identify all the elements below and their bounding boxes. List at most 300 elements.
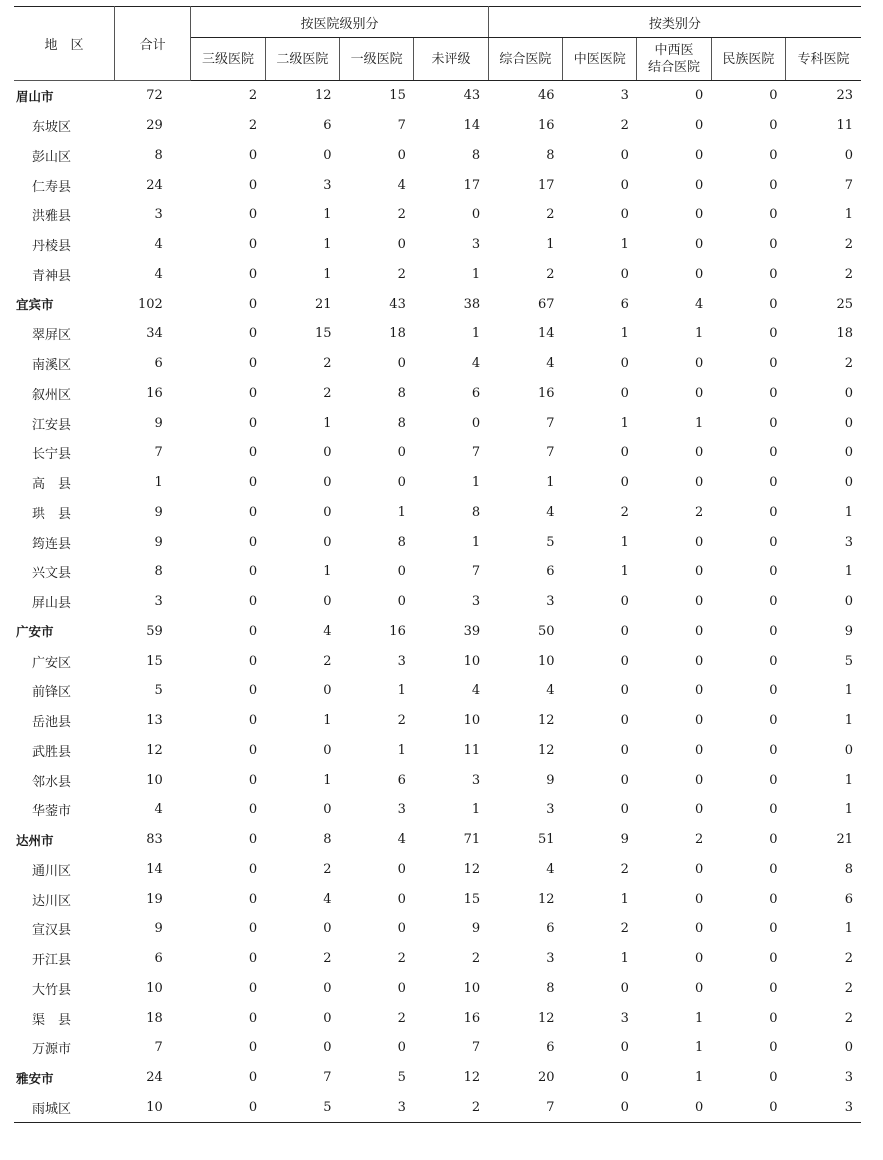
total-cell: 8 [154,564,163,580]
value-cell: 5 [265,1093,339,1123]
total-cell: 4 [154,266,163,282]
value-cell: 2 [323,356,332,372]
total-cell: 6 [154,951,163,967]
value-cell: 9 [844,623,853,639]
value-cell: 4 [397,832,406,848]
value-cell: 0 [769,475,778,491]
value-cell: 15 [314,326,332,342]
value-cell: 0 [323,683,332,699]
value-cell: 1 [397,683,406,699]
county-row [14,884,861,914]
value-cell: 0 [248,921,258,937]
value-cell: 1 [694,326,704,342]
value-cell: 1 [620,415,629,431]
county-row [14,1033,861,1063]
value-cell: 7 [471,1040,481,1056]
total-cell: 18 [146,1010,163,1026]
value-cell: 4 [546,861,555,877]
value-cell: 0 [844,594,853,610]
value-cell: 0 [694,802,704,818]
value-cell: 2 [620,118,629,134]
total-cell: 1 [154,475,163,491]
county-row [14,379,861,409]
value-cell: 0 [769,772,778,788]
value-cell: 0 [694,266,704,282]
value-cell: 1 [844,772,853,788]
city-row [14,1063,861,1093]
value-cell: 0 [694,385,704,401]
total-cell: 9 [154,534,163,550]
value-cell: 1 [620,951,629,967]
value-cell: 8 [546,980,555,996]
value-cell: 0 [248,504,258,520]
table-body [14,81,861,1123]
region-name: 东坡区 [32,120,72,136]
value-cell: 4 [323,623,332,639]
value-cell: 0 [248,891,258,907]
region-name: 大竹县 [32,982,72,998]
value-cell: 3 [786,1093,861,1123]
value-cell: 6 [323,118,332,134]
value-cell: 4 [471,356,481,372]
value-cell: 1 [694,1040,704,1056]
total-cell: 72 [146,88,163,104]
value-cell: 1 [844,504,853,520]
value-cell: 0 [694,118,704,134]
total-cell: 7 [154,1040,163,1056]
region-name: 武胜县 [32,744,72,760]
city-row [14,617,861,647]
total-cell: 34 [146,326,163,342]
total-cell: 83 [146,832,163,848]
region-name: 珙 县 [32,506,72,522]
value-cell: 3 [844,1070,853,1086]
value-cell: 0 [248,415,258,431]
value-cell: 9 [620,832,629,848]
header-by-level: 按医院级别分 [191,7,488,38]
value-cell: 16 [389,623,406,639]
value-cell: 0 [620,713,629,729]
value-cell: 1 [471,326,481,342]
value-cell: 21 [314,296,332,312]
county-row [14,170,861,200]
value-cell: 0 [248,980,258,996]
value-cell: 0 [248,1040,258,1056]
value-cell: 0 [397,921,406,937]
value-cell: 0 [769,802,778,818]
region-name: 前锋区 [32,685,72,701]
value-cell: 0 [694,861,704,877]
value-cell: 3 [546,802,555,818]
value-cell: 0 [844,147,853,163]
value-cell: 0 [694,683,704,699]
value-cell: 0 [769,147,778,163]
value-cell: 3 [620,1010,629,1026]
value-cell: 1 [323,564,332,580]
value-cell: 2 [620,861,629,877]
total-cell: 10 [146,980,163,996]
hospital-statistics-table [14,6,861,1123]
value-cell: 1 [471,266,481,282]
value-cell: 8 [471,504,481,520]
value-cell: 10 [538,653,555,669]
value-cell: 0 [769,118,778,134]
value-cell: 2 [397,713,406,729]
value-cell: 0 [769,742,778,758]
value-cell: 0 [471,207,481,223]
value-cell: 8 [397,534,406,550]
value-cell: 1 [844,564,853,580]
value-cell: 39 [463,623,481,639]
value-cell: 0 [769,356,778,372]
value-cell: 0 [323,1040,332,1056]
value-cell: 1 [844,207,853,223]
value-cell: 12 [538,1010,555,1026]
value-cell: 0 [323,147,332,163]
value-cell: 6 [397,772,406,788]
region-name: 达川区 [32,893,72,909]
total-cell: 24 [146,1070,163,1086]
value-cell: 11 [463,742,481,758]
value-cell: 2 [546,266,555,282]
value-cell: 0 [248,207,258,223]
value-cell: 0 [248,445,258,461]
value-cell: 6 [844,891,853,907]
value-cell: 6 [546,921,555,937]
region-name: 华蓥市 [32,804,72,820]
value-cell: 0 [248,742,258,758]
value-cell: 1 [694,415,704,431]
total-cell: 7 [154,445,163,461]
value-cell: 1 [323,713,332,729]
value-cell: 0 [620,266,629,282]
value-cell: 0 [769,861,778,877]
header-type-specialty: 专科医院 [786,38,861,81]
value-cell: 0 [769,594,778,610]
value-cell: 0 [769,623,778,639]
county-row [14,706,861,736]
total-cell: 8 [154,147,163,163]
value-cell: 2 [397,1010,406,1026]
value-cell: 0 [694,772,704,788]
county-row [14,646,861,676]
county-row [14,200,861,230]
total-cell: 5 [154,683,163,699]
value-cell: 0 [844,445,853,461]
value-cell: 1 [471,475,481,491]
value-cell: 2 [248,118,258,134]
county-row [14,587,861,617]
value-cell: 0 [769,445,778,461]
value-cell: 0 [769,713,778,729]
table-header [14,7,861,81]
value-cell: 14 [463,118,481,134]
value-cell: 0 [323,980,332,996]
value-cell: 0 [620,742,629,758]
value-cell: 0 [620,980,629,996]
value-cell: 0 [694,891,704,907]
city-row [14,289,861,319]
value-cell: 15 [389,88,406,104]
value-cell: 0 [620,772,629,788]
value-cell: 0 [844,415,853,431]
value-cell: 4 [323,891,332,907]
region-name: 达州市 [16,832,54,848]
total-cell: 4 [154,237,163,253]
value-cell: 0 [323,742,332,758]
total-cell: 12 [146,742,163,758]
value-cell: 6 [471,385,481,401]
value-cell: 15 [463,891,481,907]
value-cell: 0 [637,1093,711,1123]
county-row [14,230,861,260]
county-row [14,855,861,885]
value-cell: 3 [471,772,481,788]
header-type-tcm: 中医医院 [563,38,637,81]
region-name: 万源市 [32,1042,72,1058]
value-cell: 0 [323,445,332,461]
county-row [14,676,861,706]
value-cell: 8 [844,861,853,877]
county-row [14,141,861,171]
total-cell: 4 [154,802,163,818]
value-cell: 0 [769,951,778,967]
value-cell: 0 [248,802,258,818]
value-cell: 1 [620,237,629,253]
value-cell: 71 [463,832,481,848]
value-cell: 1 [620,326,629,342]
value-cell: 1 [323,207,332,223]
total-cell: 9 [154,415,163,431]
value-cell: 0 [769,266,778,282]
value-cell: 0 [397,980,406,996]
value-cell: 0 [694,564,704,580]
region-name: 丹棱县 [32,239,72,255]
value-cell: 2 [844,266,853,282]
region-name: 筠连县 [32,536,72,552]
value-cell: 1 [694,1070,704,1086]
value-cell: 16 [538,118,555,134]
value-cell: 0 [248,832,258,848]
total-cell: 29 [146,118,163,134]
value-cell: 1 [471,802,481,818]
value-cell: 0 [769,980,778,996]
region-name: 雨城区 [14,1093,114,1123]
value-cell: 0 [620,1040,629,1056]
value-cell: 0 [769,832,778,848]
value-cell: 1 [323,772,332,788]
region-name: 邻水县 [32,774,72,790]
value-cell: 2 [620,921,629,937]
total-cell: 16 [146,385,163,401]
value-cell: 0 [694,237,704,253]
value-cell: 2 [414,1093,488,1123]
value-cell: 18 [836,326,853,342]
total-cell: 3 [154,207,163,223]
value-cell: 2 [844,951,853,967]
value-cell: 0 [397,147,406,163]
value-cell: 10 [463,713,481,729]
value-cell: 0 [248,296,258,312]
value-cell: 5 [397,1070,406,1086]
value-cell: 1 [844,921,853,937]
value-cell: 4 [546,504,555,520]
value-cell: 2 [397,207,406,223]
value-cell: 1 [620,564,629,580]
value-cell: 0 [769,207,778,223]
value-cell: 1 [844,683,853,699]
value-cell: 11 [836,118,853,134]
value-cell: 1 [546,475,555,491]
value-cell: 12 [538,742,555,758]
region-name: 江安县 [32,417,72,433]
header-type-integrated [637,38,711,81]
value-cell: 0 [248,713,258,729]
region-name: 南溪区 [32,358,72,374]
value-cell: 0 [769,921,778,937]
value-cell: 0 [694,475,704,491]
value-cell: 0 [620,683,629,699]
value-cell: 3 [397,802,406,818]
value-cell: 0 [248,623,258,639]
value-cell: 3 [471,594,481,610]
value-cell: 3 [471,237,481,253]
county-row [14,1003,861,1033]
value-cell: 0 [769,88,778,104]
value-cell: 0 [248,356,258,372]
value-cell: 3 [844,534,853,550]
value-cell: 6 [546,564,555,580]
total-cell: 6 [154,356,163,372]
value-cell: 1 [694,1010,704,1026]
value-cell: 0 [323,802,332,818]
county-row [14,408,861,438]
value-cell: 6 [546,1040,555,1056]
value-cell: 0 [769,1070,778,1086]
value-cell: 16 [538,385,555,401]
value-cell: 43 [389,296,406,312]
value-cell: 8 [397,385,406,401]
header-type-integrated-line1: 中西医 [654,43,694,58]
region-name: 叙州区 [32,387,72,403]
value-cell: 21 [836,832,853,848]
value-cell: 0 [769,683,778,699]
value-cell: 0 [694,921,704,937]
value-cell: 4 [546,356,555,372]
header-total: 合计 [114,7,190,81]
value-cell: 9 [546,772,555,788]
county-row [14,468,861,498]
value-cell: 2 [323,861,332,877]
value-cell: 0 [769,653,778,669]
value-cell: 2 [694,832,704,848]
value-cell: 6 [620,296,629,312]
value-cell: 4 [471,683,481,699]
value-cell: 3 [340,1093,414,1123]
header-type-ethnic: 民族医院 [711,38,785,81]
value-cell: 2 [844,356,853,372]
value-cell: 3 [546,951,555,967]
region-name: 彭山区 [32,149,72,165]
region-name: 开江县 [32,953,72,969]
value-cell: 43 [463,88,481,104]
value-cell: 0 [620,356,629,372]
value-cell: 16 [463,1010,481,1026]
total-cell: 9 [154,921,163,937]
region-name: 通川区 [32,863,72,879]
value-cell: 0 [620,623,629,639]
region-name: 青神县 [32,268,72,284]
value-cell: 0 [769,296,778,312]
value-cell: 17 [538,177,555,193]
value-cell: 0 [620,475,629,491]
header-level-tertiary: 三级医院 [191,38,265,81]
value-cell: 0 [769,1040,778,1056]
county-row [14,527,861,557]
region-name: 仁寿县 [32,179,72,195]
value-cell: 51 [538,832,555,848]
value-cell: 1 [397,504,406,520]
value-cell: 0 [191,1093,265,1123]
value-cell: 2 [323,951,332,967]
value-cell: 7 [397,118,406,134]
value-cell: 7 [471,445,481,461]
value-cell: 4 [397,177,406,193]
value-cell: 2 [844,237,853,253]
value-cell: 12 [314,88,332,104]
value-cell: 46 [538,88,555,104]
value-cell: 0 [248,475,258,491]
region-name: 广安市 [16,624,54,640]
value-cell: 0 [397,445,406,461]
value-cell: 3 [397,653,406,669]
value-cell: 2 [844,1010,853,1026]
value-cell: 0 [248,534,258,550]
region-name: 宣汉县 [32,923,72,939]
value-cell: 7 [323,1070,332,1086]
value-cell: 0 [711,1093,785,1123]
value-cell: 0 [769,177,778,193]
value-cell: 12 [538,891,555,907]
value-cell: 1 [323,266,332,282]
value-cell: 0 [248,772,258,788]
total-cell: 102 [137,296,163,312]
county-row [14,795,861,825]
value-cell: 10 [463,653,481,669]
value-cell: 0 [248,861,258,877]
value-cell: 0 [323,534,332,550]
total-cell: 10 [114,1093,190,1123]
region-name: 岳池县 [32,715,72,731]
value-cell: 12 [463,1070,481,1086]
value-cell: 0 [694,980,704,996]
value-cell: 0 [248,1010,258,1026]
value-cell: 0 [248,564,258,580]
value-cell: 0 [620,445,629,461]
value-cell: 0 [694,445,704,461]
value-cell: 0 [620,385,629,401]
total-cell: 24 [146,177,163,193]
value-cell: 2 [397,951,406,967]
region-name: 洪雅县 [32,209,72,225]
value-cell: 0 [397,356,406,372]
value-cell: 0 [248,683,258,699]
value-cell: 25 [836,296,853,312]
value-cell: 17 [463,177,481,193]
county-row [14,438,861,468]
value-cell: 7 [546,445,555,461]
value-cell: 0 [769,385,778,401]
